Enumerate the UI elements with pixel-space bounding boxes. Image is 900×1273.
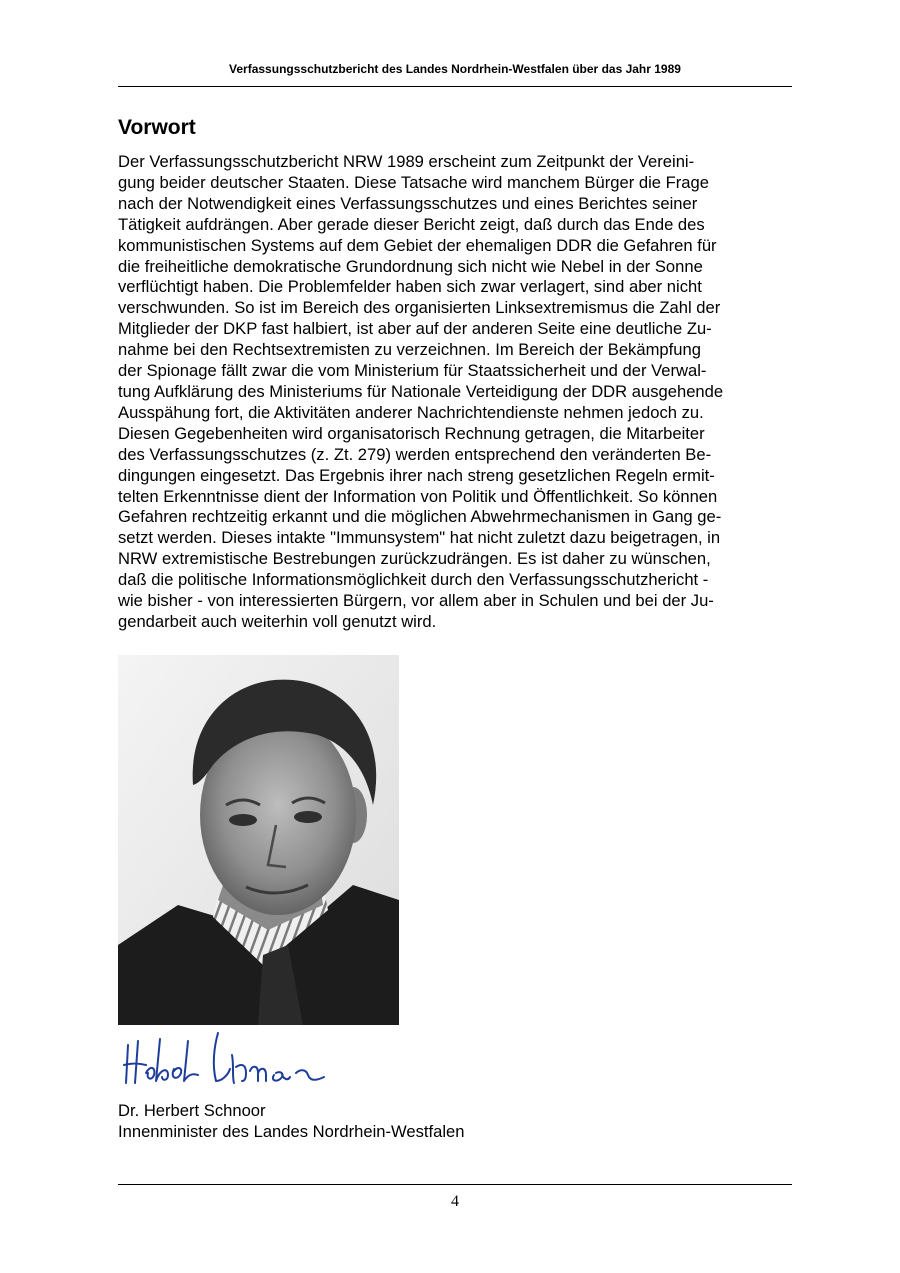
body-line: Mitglieder der DKP fast halbiert, ist aber auf der anderen Seite eine deutliche Zu- bbox=[118, 319, 712, 339]
page-number: 4 bbox=[451, 1193, 459, 1210]
body-line: daß die politische Informationsmöglichkeit durch den Verfassungsschutzhericht - bbox=[118, 570, 709, 590]
foreword-body bbox=[118, 152, 792, 633]
handwritten-signature bbox=[118, 1025, 338, 1093]
body-line: verflüchtigt haben. Die Problemfelder haben sich zwar verlagert, sind aber nicht bbox=[118, 277, 702, 297]
header-divider bbox=[118, 86, 792, 87]
body-line: telten Erkenntnisse dient der Information von Politik und Öffentlichkeit. So können bbox=[118, 486, 718, 506]
body-line: gung beider deutscher Staaten. Diese Tatsache wird manchem Bürger die Frage bbox=[118, 172, 709, 192]
body-line: dingungen eingesetzt. Das Ergebnis ihrer nach streng gesetzlichen Regeln ermit- bbox=[118, 465, 715, 485]
body-line: tung Aufklärung des Ministeriums für Nationale Verteidigung der DDR ausgehende bbox=[118, 381, 724, 401]
body-line: Gefahren rechtzeitig erkannt und die möglichen Abwehrmechanismen in Gang ge- bbox=[118, 507, 722, 527]
running-header: Verfassungsschutzbericht des Landes Nordrhein-Westfalen über das Jahr 1989 bbox=[229, 62, 681, 76]
footer-divider bbox=[118, 1184, 792, 1185]
body-line: gendarbeit auch weiterhin voll genutzt wird. bbox=[118, 611, 437, 631]
portrait-photo bbox=[118, 655, 399, 1025]
body-line: NRW extremistische Bestrebungen zurückzudrängen. Es ist daher zu wünschen, bbox=[118, 549, 711, 569]
body-line: nach der Notwendigkeit eines Verfassungsschutzes und eines Berichtes seiner bbox=[118, 193, 698, 213]
section-heading: Vorwort bbox=[118, 116, 196, 139]
body-line: verschwunden. So ist im Bereich des organisierten Linksextremismus die Zahl der bbox=[118, 298, 721, 318]
body-line: die freiheitliche demokratische Grundordnung sich nicht wie Nebel in der Sonne bbox=[118, 256, 703, 276]
signatory-title: Innenminister des Landes Nordrhein-Westfalen bbox=[118, 1122, 465, 1141]
body-line: des Verfassungsschutzes (z. Zt. 279) werden entsprechend den veränderten Be- bbox=[118, 444, 712, 464]
body-line: Ausspähung fort, die Aktivitäten anderer Nachrichtendienste nehmen jedoch zu. bbox=[118, 402, 704, 422]
body-line: wie bisher - von interessierten Bürgern, vor allem aber in Schulen und bei der Ju- bbox=[118, 591, 714, 611]
body-line: der Spionage fällt zwar die vom Ministerium für Staatssicherheit und der Verwal- bbox=[118, 361, 707, 381]
body-line: Diesen Gegebenheiten wird organisatorisch Rechnung getragen, die Mitarbeiter bbox=[118, 423, 705, 443]
body-line: kommunistischen Systems auf dem Gebiet der ehemaligen DDR die Gefahren für bbox=[118, 235, 717, 255]
body-line: setzt werden. Dieses intakte "Immunsystem" hat nicht zuletzt dazu beigetragen, in bbox=[118, 528, 721, 548]
body-line: Tätigkeit aufdrängen. Aber gerade dieser Bericht zeigt, daß durch das Ende des bbox=[118, 214, 705, 234]
body-line: nahme bei den Rechtsextremisten zu verzeichnen. Im Bereich der Bekämpfung bbox=[118, 340, 701, 360]
body-line: Der Verfassungsschutzbericht NRW 1989 erscheint zum Zeitpunkt der Vereini- bbox=[118, 152, 695, 171]
signatory-name: Dr. Herbert Schnoor bbox=[118, 1101, 266, 1120]
